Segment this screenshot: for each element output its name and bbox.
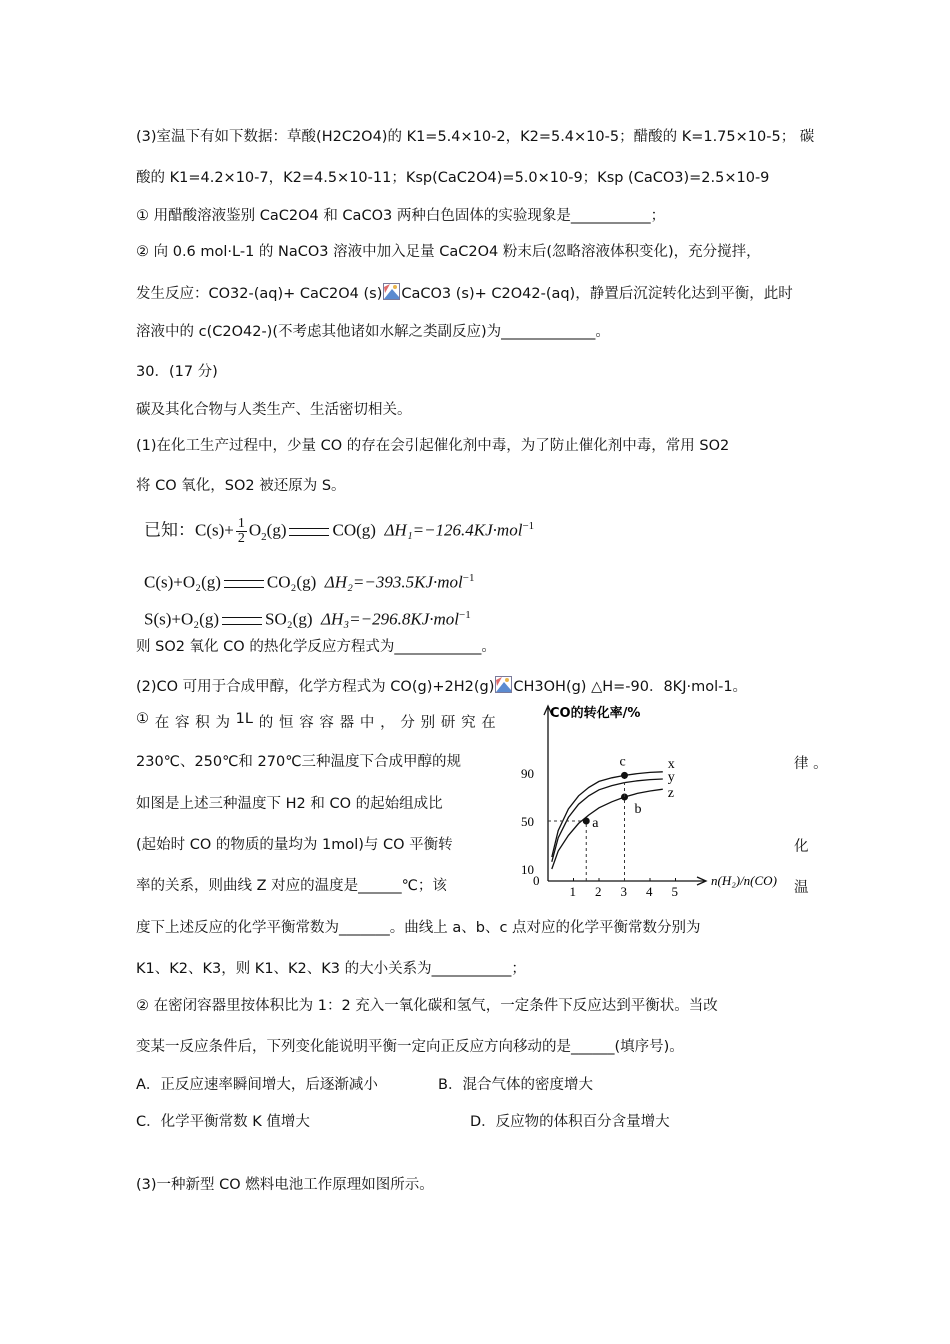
q30-p3: (3)一种新型 CO 燃料电池工作原理如图所示。 — [136, 1177, 434, 1193]
p2-1-char: ， — [380, 715, 395, 731]
p2-1-char: 分 — [400, 715, 415, 731]
p2-1-justified — [136, 711, 496, 732]
fraction-half — [236, 517, 247, 546]
p2-1-char: ① — [136, 711, 149, 727]
x-tick-label: 3 — [620, 884, 627, 899]
p2-1-char: 容 — [319, 715, 334, 731]
eq1-sub: 2 — [261, 531, 267, 544]
p2-1-char: 的 — [258, 715, 274, 731]
equation-3 — [144, 603, 471, 632]
q3-line2: 酸的 K1=4.2×10-7，K2=4.5×10-11；Ksp(CaC2O4)=5.0×10-9；Ksp (CaCO3)=2.5×10-9 — [136, 170, 770, 186]
q3-line1: (3)室温下有如下数据：草酸(H2C2O4)的 K1=5.4×10-2，K2=5.4×10-5；醋酸的 K=1.75×10-5； 碳 — [136, 129, 815, 145]
x-tick-label: 4 — [646, 884, 653, 899]
eq2-product: CO₂(g) — [266, 572, 317, 592]
co-conversion-chart — [505, 700, 795, 900]
p2-4: (起始时 CO 的物质的量均为 1mol)与 CO 平衡转 — [136, 837, 453, 853]
point-a — [583, 818, 590, 825]
broken-image-icon — [495, 676, 512, 693]
p2-1-char: 容 — [299, 715, 314, 731]
x-tick-label: 5 — [671, 884, 678, 899]
p2-8: ② 在密闭容器里按体积比为 1：2 充入一氧化碳和氢气，一定条件下反应达到平衡状。当改 — [136, 998, 718, 1014]
eq1-g: (g) — [266, 520, 287, 540]
q3-line5b: CaCO3 (s)+ C2O42-(aq)，静置后沉淀转化达到平衡，此时 — [401, 286, 793, 302]
p2-6: 度下上述反应的化学平衡常数为_______。曲线上 a、b、c 点对应的化学平衡常数分别为 — [136, 920, 701, 936]
p2-2-right: 律 。 — [794, 756, 828, 772]
chart-title: CO的转化率/% — [550, 706, 641, 721]
p2-1-char: 器 — [339, 715, 355, 731]
series-label-z: z — [667, 786, 674, 802]
q30-p1-line2: 将 CO 氧化，SO2 被还原为 S。 — [136, 478, 346, 494]
frac-num: 1 — [237, 516, 245, 532]
x-axis-label: n(H₂)/n(CO) — [711, 873, 777, 888]
equals-sign — [222, 617, 262, 625]
equals-sign — [224, 580, 264, 588]
series-label-x: x — [667, 756, 675, 772]
p2-1-char: 在 — [154, 715, 170, 731]
point-label-c: c — [619, 754, 626, 770]
equation-1 — [144, 514, 534, 549]
eq3-left: S(s)+O₂(g) — [144, 609, 220, 629]
p2-4-right: 化 — [794, 839, 809, 855]
x-tick-label: 1 — [569, 884, 576, 899]
eq3-product: SO₂(g) — [265, 609, 313, 629]
eq3-exp: −1 — [459, 609, 471, 621]
q30-p1-line1: (1)在化工生产过程中，少量 CO 的存在会引起催化剂中毒，为了防止催化剂中毒，常用 SO2 — [136, 438, 730, 454]
eq3-dh: ΔH₃=−296.8KJ·mol — [321, 609, 459, 629]
p2-7: K1、K2、K3，则 K1、K2、K3 的大小关系为___________； — [136, 961, 526, 977]
q3-line5a: 发生反应：CO32-(aq)+ CaC2O4 (s) — [136, 286, 383, 302]
eq2-exp: −1 — [462, 572, 475, 584]
p2-b: CH3OH(g) △H=-90．8KJ·mol-1。 — [513, 679, 748, 695]
q30-p2-line — [136, 676, 747, 697]
p2-1-char: 1L — [235, 711, 253, 727]
eq2-left: C(s)+O₂(g) — [144, 572, 221, 592]
p2-1-char: 恒 — [278, 715, 294, 731]
q30-intro: 碳及其化合物与人类生产、生活密切相关。 — [136, 402, 412, 418]
series-label-y: y — [667, 770, 675, 785]
y-tick-label: 50 — [521, 814, 534, 829]
point-label-b: b — [634, 802, 642, 817]
p2-1-char: 究 — [461, 715, 476, 731]
y-tick-label: 10 — [521, 862, 534, 877]
frac-den: 2 — [237, 531, 245, 547]
p2-1-char: 在 — [481, 715, 496, 731]
y-tick-label: 90 — [521, 766, 534, 781]
p2-9: 变某一反应条件后，下列变化能说明平衡一定向正反应方向移动的是______(填序号)。 — [136, 1039, 684, 1055]
series-line-x — [552, 772, 663, 857]
point-label-a: a — [592, 816, 599, 831]
series-line-z — [552, 789, 663, 869]
p2-1-char: 中 — [359, 715, 375, 731]
p2-5-right: 温 — [794, 880, 809, 896]
eq1-exp: −1 — [522, 520, 535, 532]
eq2-dh: ΔH₂=−393.5KJ·mol — [324, 572, 463, 592]
q30-header: 30．(17 分) — [136, 364, 218, 380]
equation-2 — [144, 566, 474, 595]
q3-line6: 溶液中的 c(C2O42-)(不考虑其他诸如水解之类副反应)为_____________。 — [136, 324, 610, 340]
q30-p1-ask: 则 SO2 氧化 CO 的热化学反应方程式为____________。 — [136, 639, 496, 655]
p2-1-char: 积 — [195, 715, 210, 731]
broken-image-icon — [383, 283, 400, 300]
p2-a: (2)CO 可用于合成甲醇，化学方程式为 CO(g)+2H2(g) — [136, 679, 495, 695]
p2-5: 率的关系，则曲线 Z 对应的温度是______℃；该 — [136, 878, 447, 894]
p2-1-char: 别 — [420, 715, 436, 731]
x-tick-label: 2 — [595, 884, 602, 899]
option-a: A．正反应速率瞬间增大，后逐渐减小 — [136, 1077, 378, 1093]
eq1-o: O — [248, 520, 262, 540]
option-b: B．混合气体的密度增大 — [438, 1077, 593, 1093]
option-d: D．反应物的体积百分含量增大 — [470, 1114, 670, 1130]
point-c — [621, 772, 628, 779]
p2-1-char: 研 — [440, 715, 456, 731]
eq1-dh: ΔH₁=−126.4KJ·mol — [384, 520, 523, 540]
p2-1-char: 为 — [215, 715, 230, 731]
chart-axes — [521, 705, 777, 899]
p2-3: 如图是上述三种温度下 H2 和 CO 的起始组成比 — [136, 796, 443, 812]
q3-line3: ① 用醋酸溶液鉴别 CaC2O4 和 CaCO3 两种白色固体的实验现象是___________； — [136, 208, 666, 224]
eq1-product: CO(g) — [332, 520, 376, 540]
q3-line5 — [136, 283, 793, 304]
p2-1-char: 容 — [174, 715, 190, 731]
origin-label: 0 — [533, 873, 540, 888]
p2-2: 230℃、250℃和 270℃三种温度下合成甲醇的规 — [136, 754, 461, 770]
eq1-prefix: 已知：C(s)+ — [144, 520, 234, 540]
option-c: C．化学平衡常数 K 值增大 — [136, 1114, 310, 1130]
equals-sign — [289, 528, 329, 536]
q3-line4: ② 向 0.6 mol·L-1 的 NaCO3 溶液中加入足量 CaC2O4 粉末后(忽略溶液体积变化)，充分搅拌， — [136, 244, 761, 260]
chart-marks — [548, 754, 675, 881]
